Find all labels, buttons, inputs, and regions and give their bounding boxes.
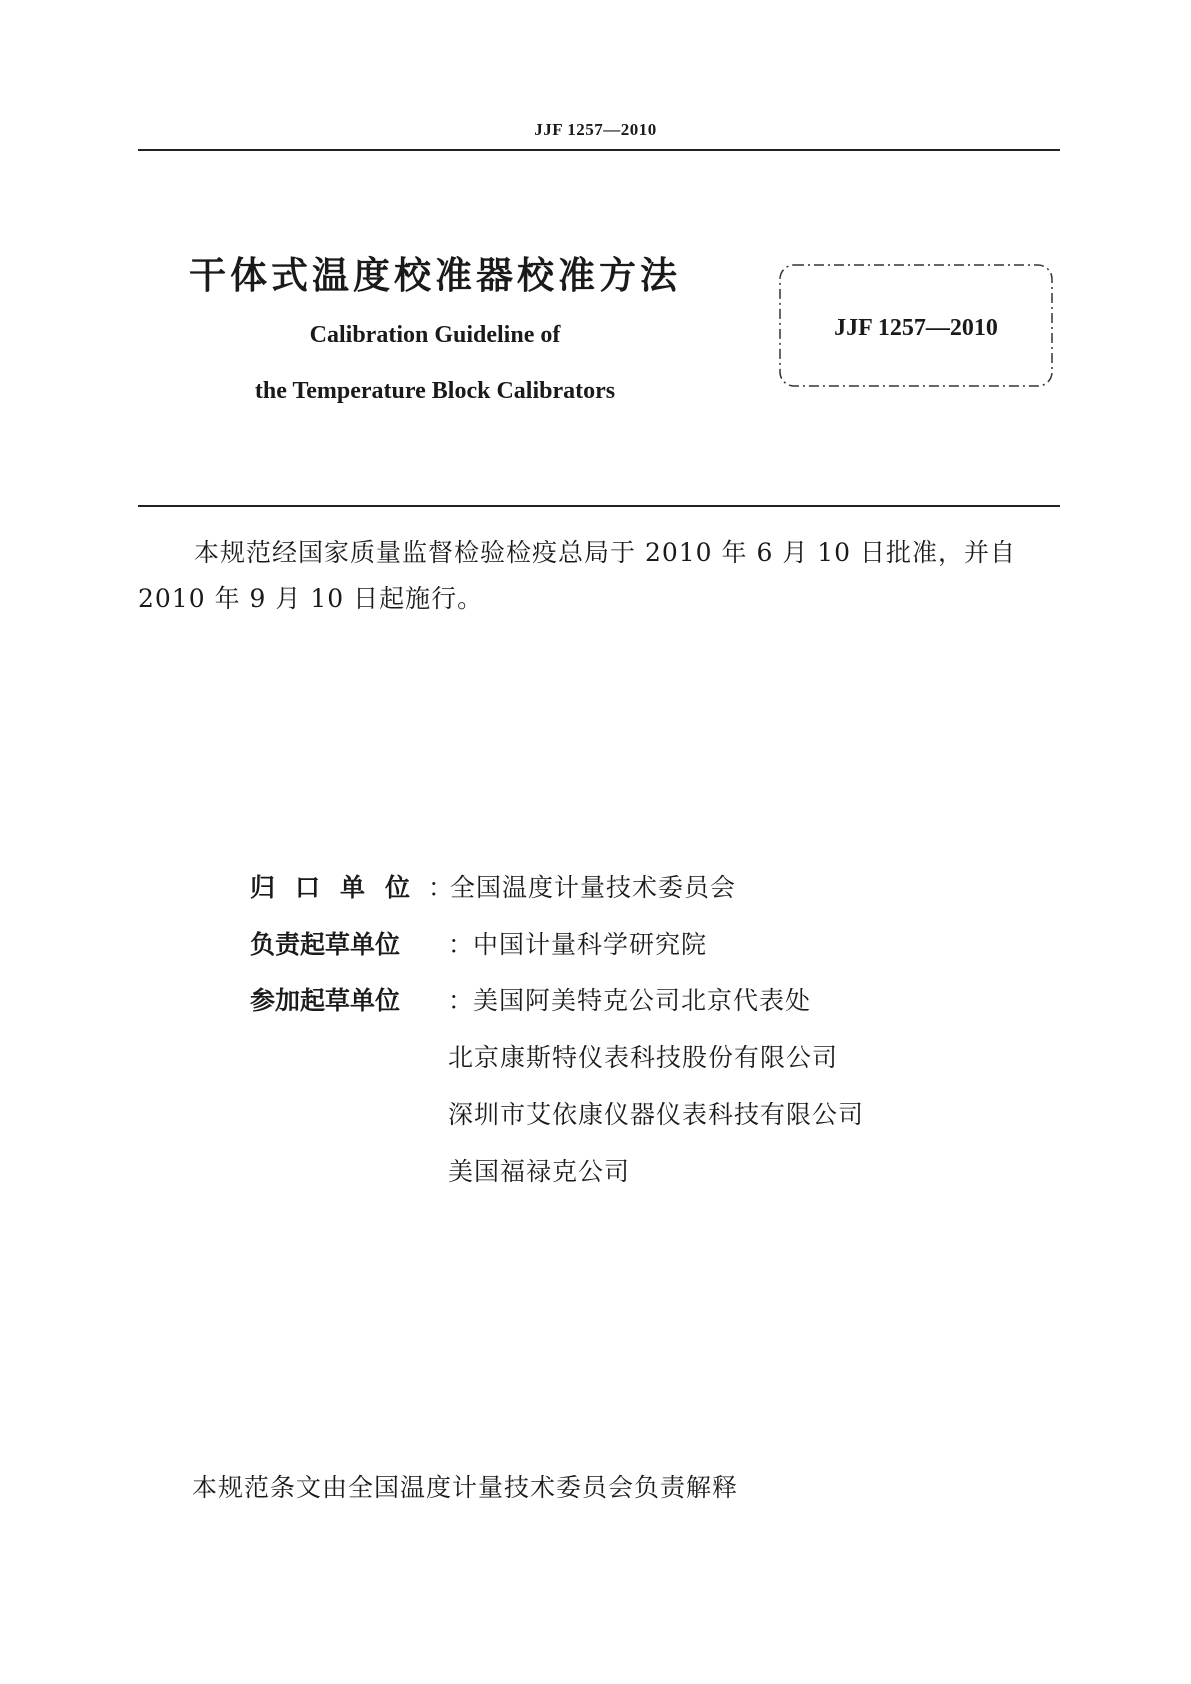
participating-unit-row-4 — [448, 1152, 630, 1192]
stamp-code: JJF 1257—2010 — [834, 315, 998, 341]
drafting-unit-label: 负责起草单位 — [250, 930, 401, 959]
header-standard-code: JJF 1257—2010 — [534, 120, 657, 139]
title-english-line2: the Temperature Block Calibrators — [254, 378, 616, 404]
drafting-unit-value: 中国计量科学研究院 — [473, 930, 708, 959]
participating-unit-colon: ： — [448, 986, 474, 1015]
participating-unit-value-1: 美国阿美特克公司北京代表处 — [473, 986, 812, 1015]
interpretation-note: 本规范条文由全国温度计量技术委员会负责解释 — [192, 1473, 739, 1502]
responsible-unit-value: 全国温度计量技术委员会 — [450, 873, 737, 902]
title-english-line1: Calibration Guideline of — [309, 322, 561, 348]
drafting-unit-colon: ： — [448, 930, 474, 959]
participating-unit-value-3: 深圳市艾依康仪器仪表科技有限公司 — [448, 1100, 865, 1129]
standard-code-stamp — [776, 261, 1056, 390]
header-rule — [138, 149, 1060, 151]
participating-unit-row-2 — [448, 1038, 838, 1078]
title-chinese: 干体式温度校准器校准方法 — [189, 254, 681, 297]
drafting-unit-row — [250, 925, 707, 965]
participating-unit-value-4: 美国福禄克公司 — [448, 1157, 631, 1186]
approval-statement: 本规范经国家质量监督检验检疫总局于 2010 年 6 月 10 日批准，并自 2010 年 9 月 10 日起施行。 — [138, 538, 1017, 613]
participating-unit-row — [250, 981, 811, 1021]
participating-unit-row-3 — [448, 1095, 864, 1135]
responsible-unit-label: 归口单位 — [250, 873, 431, 902]
section-rule — [138, 505, 1060, 507]
participating-unit-label: 参加起草单位 — [250, 986, 401, 1015]
participating-unit-value-2: 北京康斯特仪表科技股份有限公司 — [448, 1043, 839, 1072]
responsible-unit-row: 归口单位：全国温度计量技术委员会 — [250, 868, 736, 908]
